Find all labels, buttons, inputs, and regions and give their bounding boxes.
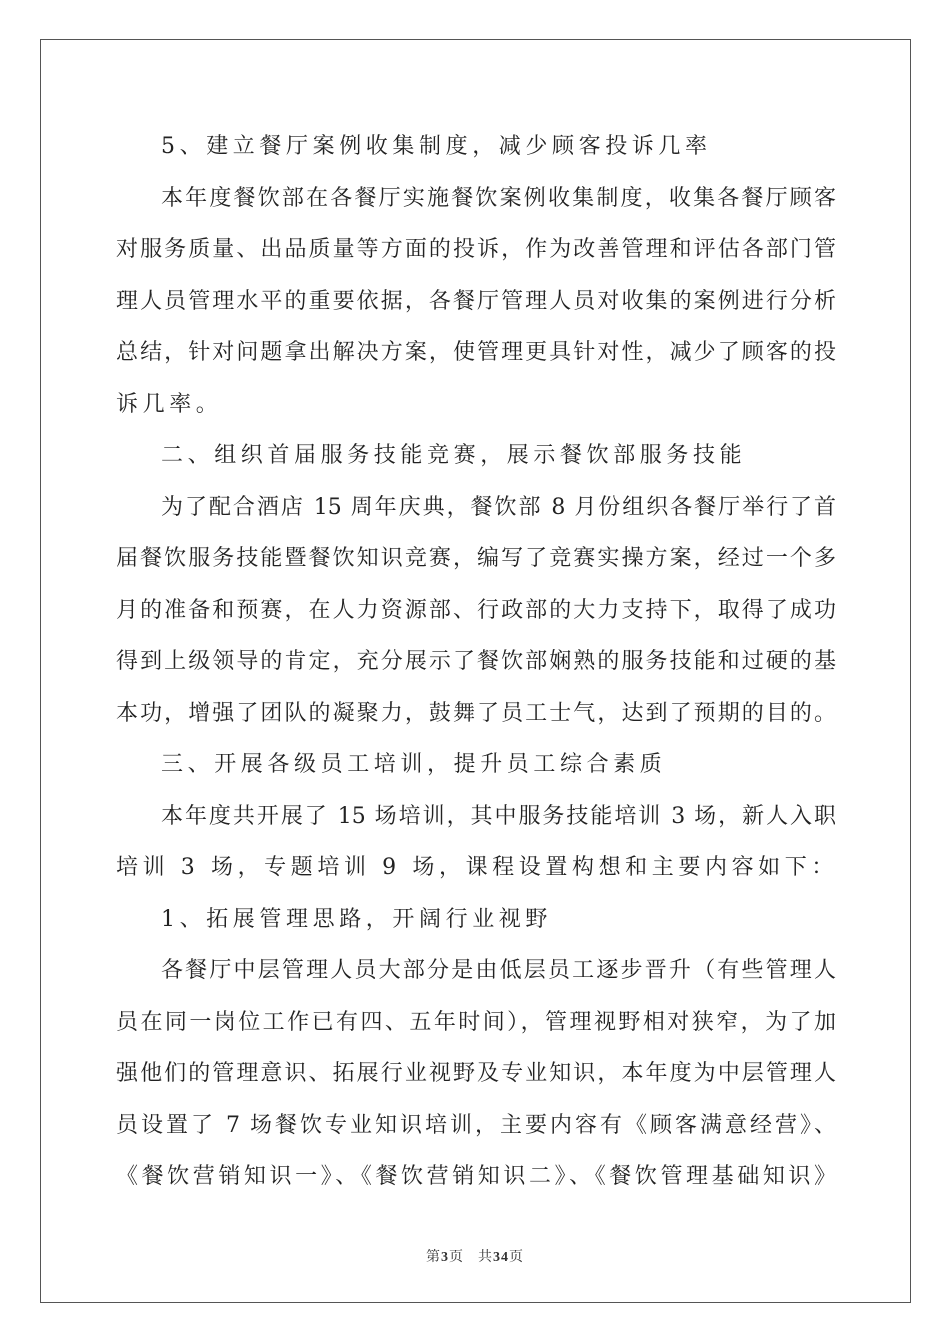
text-line: 员设置了 7 场餐饮专业知识培训，主要内容有《顾客满意经营》、: [116, 1112, 836, 1138]
footer-total-suffix: 页: [509, 1249, 524, 1265]
text-line: 本年度共开展了 15 场培训，其中服务技能培训 3 场，新人入职: [161, 803, 836, 829]
text-line: 得到上级领导的肯定，充分展示了餐饮部娴熟的服务技能和过硬的基: [116, 649, 836, 674]
text-line: 本功，增强了团队的凝聚力，鼓舞了员工士气，达到了预期的目的。: [116, 700, 836, 726]
text-line: 为了配合酒店 15 周年庆典，餐饮部 8 月份组织各餐厅举行了首: [161, 494, 836, 520]
text-line: 1、拓展管理思路，开阔行业视野: [161, 906, 552, 932]
text-line: 二、组织首届服务技能竞赛，展示餐饮部服务技能: [161, 443, 747, 468]
text-line: 本年度餐饮部在各餐厅实施餐饮案例收集制度，收集各餐厅顾客: [161, 185, 836, 211]
text-line: 《餐饮营销知识一》、《餐饮营销知识二》、《餐饮管理基础知识》: [116, 1164, 836, 1189]
text-line: 总结，针对问题拿出解决方案，使管理更具针对性，减少了顾客的投: [116, 340, 836, 365]
footer-total-pages: 34: [493, 1250, 509, 1265]
text-line: 强他们的管理意识、拓展行业视野及专业知识，本年度为中层管理人: [116, 1061, 836, 1086]
text-line: 对服务质量、出品质量等方面的投诉，作为改善管理和评估各部门管: [116, 237, 836, 262]
footer-page-number: 3: [441, 1250, 449, 1265]
text-line: 届餐饮服务技能暨餐饮知识竞赛，编写了竞赛实操方案，经过一个多: [116, 546, 836, 571]
text-line: 月的准备和预赛，在人力资源部、行政部的大力支持下，取得了成功: [116, 597, 836, 623]
footer-page-prefix: 第: [426, 1249, 441, 1265]
text-line: 三、开展各级员工培训，提升员工综合素质: [161, 752, 667, 777]
footer-total-prefix: 共: [478, 1249, 493, 1265]
text-line: 5、建立餐厅案例收集制度，减少顾客投诉几率: [161, 134, 712, 159]
text-line: 理人员管理水平的重要依据，各餐厅管理人员对收集的案例进行分析: [116, 288, 836, 314]
text-line: 诉几率。: [116, 391, 223, 417]
text-line: 培训 3 场，专题培训 9 场，课程设置构想和主要内容如下：: [116, 855, 838, 880]
document-body: [116, 127, 836, 1209]
page-footer: [0, 1246, 950, 1266]
footer-page-suffix: 页: [449, 1249, 464, 1265]
text-line: 员在同一岗位工作已有四、五年时间），管理视野相对狭窄，为了加: [116, 1009, 836, 1035]
text-line: 各餐厅中层管理人员大部分是由低层员工逐步晋升（有些管理人: [161, 958, 836, 983]
